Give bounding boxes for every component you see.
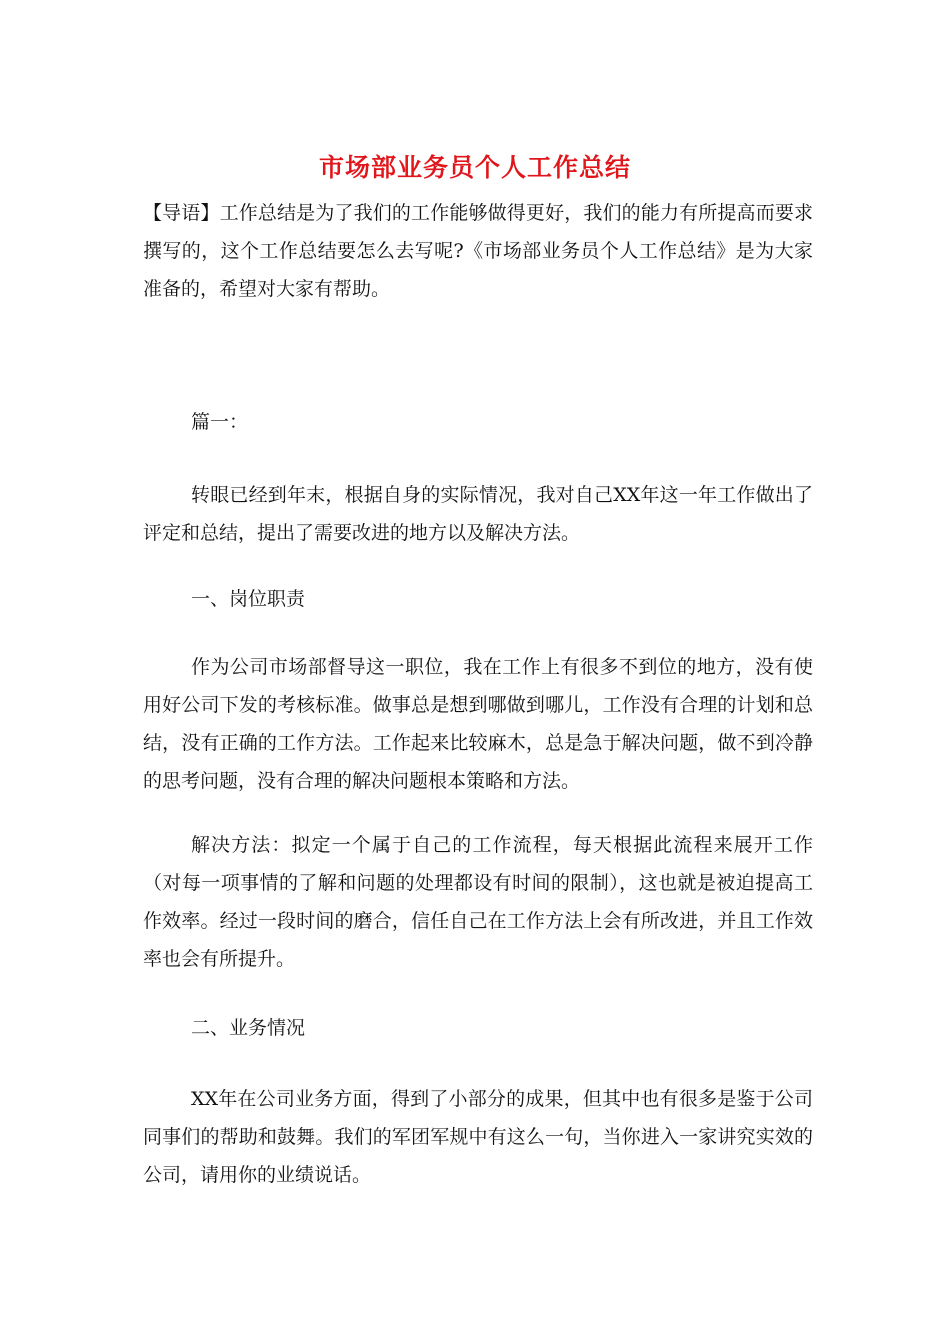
- section-heading-business: 二、业务情况: [191, 1017, 306, 1039]
- section-heading-job-duties: 一、岗位职责: [191, 588, 306, 610]
- body-paragraph: XX年在公司业务方面，得到了小部分的成果，但其中也有很多是鉴于公司同事们的帮助和鼓舞。我们的军团军规中有这么一句，当你进入一家讲究实效的公司，请用你的业绩说话。: [143, 1088, 813, 1186]
- document-title: 市场部业务员个人工作总结: [318, 153, 631, 182]
- body-paragraph: 作为公司市场部督导这一职位，我在工作上有很多不到位的地方，没有使用好公司下发的考核标准。做事总是想到哪做到哪儿，工作没有合理的计划和总结，没有正确的工作方法。工作起来比较麻木，总是急于解决问题，做不到冷静的思考问题，没有合理的解决问题根本策略和方法。: [143, 656, 813, 792]
- intro-paragraph: 【导语】工作总结是为了我们的工作能够做得更好，我们的能力有所提高而要求撰写的，这个工作总结要怎么去写呢?《市场部业务员个人工作总结》是为大家准备的，希望对大家有帮助。: [143, 202, 813, 300]
- section-label-part-one: 篇一：: [191, 411, 249, 433]
- body-paragraph: 转眼已经到年末，根据自身的实际情况，我对自己XX年这一年工作做出了评定和总结，提出了需要改进的地方以及解决方法。: [143, 484, 813, 544]
- body-paragraph: 解决方法：拟定一个属于自己的工作流程，每天根据此流程来展开工作（对每一项事情的了解和问题的处理都设有时间的限制），这也就是被迫提高工作效率。经过一段时间的磨合，信任自己在工作方法上会有所改进，并且工作效率也会有所提升。: [143, 834, 813, 970]
